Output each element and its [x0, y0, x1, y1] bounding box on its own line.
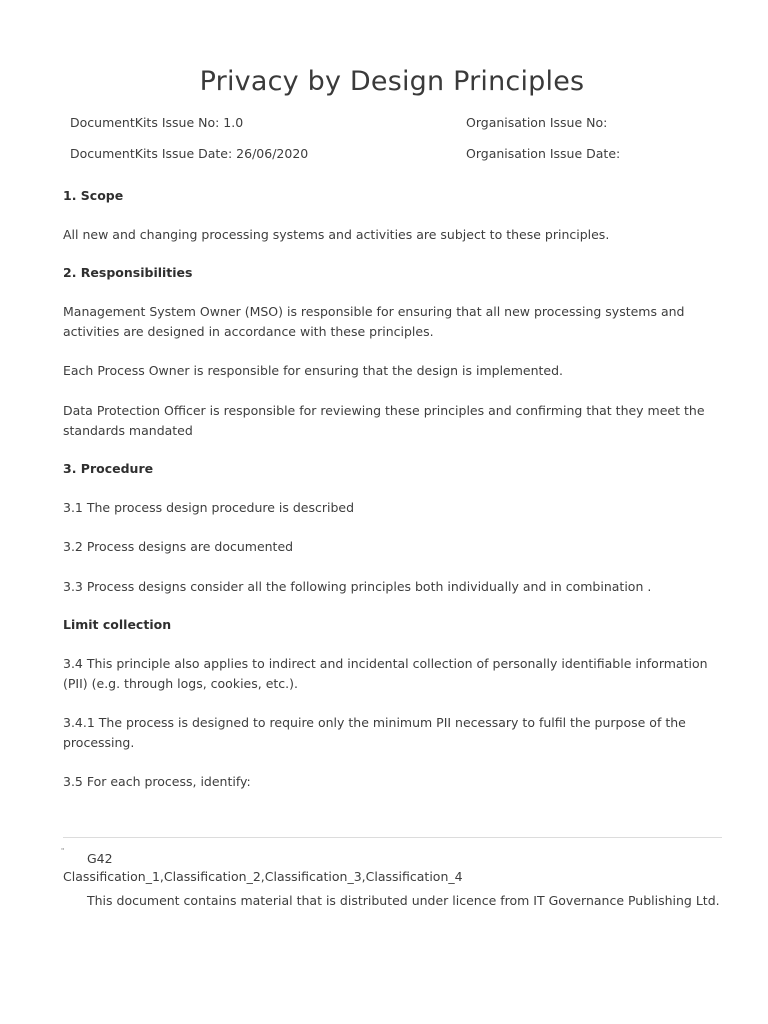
footer-quote-mark: "	[61, 847, 65, 855]
procedure-3-2: 3.2 Process designs are documented	[63, 539, 294, 554]
procedure-3-4: 3.4 This principle also applies to indirect and incidental collection of personally identifiable information (PII) (e.g. through logs, cookies, etc.).	[63, 656, 708, 691]
footer-classification: Classification_1,Classification_2,Classification_3,Classification_4	[63, 869, 463, 884]
document-title: Privacy by Design Principles	[199, 66, 585, 97]
footer-document-code: G42	[87, 851, 113, 866]
documentkits-issue-date: DocumentKits Issue Date: 26/06/2020	[70, 146, 309, 161]
footer-licence-notice: This document contains material that is distributed under licence from IT Governance Publishing Ltd.	[87, 893, 720, 908]
responsibilities-heading: 2. Responsibilities	[63, 265, 193, 280]
footer-divider	[63, 837, 722, 838]
organisation-issue-date: Organisation Issue Date:	[466, 146, 621, 161]
procedure-3-3: 3.3 Process designs consider all the following principles both individually and in combination .	[63, 579, 652, 594]
procedure-heading: 3. Procedure	[63, 461, 154, 476]
scope-heading: 1. Scope	[63, 188, 124, 203]
responsibility-mso: Management System Owner (MSO) is responsible for ensuring that all new processing systems and activities are designed in accordance with these principles.	[63, 304, 685, 339]
scope-text: All new and changing processing systems and activities are subject to these principles.	[63, 227, 610, 242]
responsibility-dpo: Data Protection Officer is responsible for reviewing these principles and confirming that they meet the standards mandated	[63, 403, 705, 438]
procedure-3-5: 3.5 For each process, identify:	[63, 774, 251, 789]
documentkits-issue-no: DocumentKits Issue No: 1.0	[70, 115, 244, 130]
responsibility-process-owner: Each Process Owner is responsible for ensuring that the design is implemented.	[63, 363, 564, 378]
procedure-3-1: 3.1 The process design procedure is described	[63, 500, 355, 515]
document-body	[63, 186, 728, 792]
limit-collection-heading: Limit collection	[63, 617, 172, 632]
procedure-3-4-1: 3.4.1 The process is designed to require only the minimum PII necessary to fulfil the purpose of the processing.	[63, 715, 686, 750]
organisation-issue-no: Organisation Issue No:	[466, 115, 608, 130]
